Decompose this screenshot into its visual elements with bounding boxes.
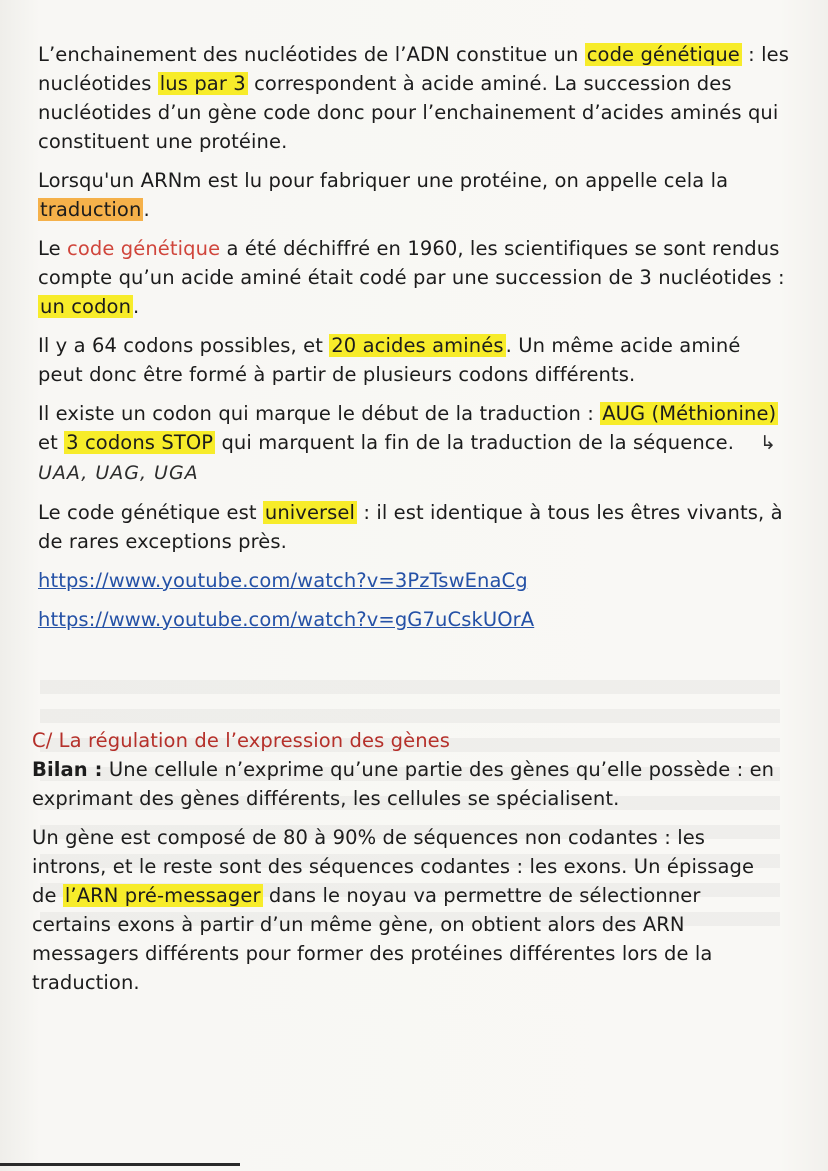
section-title: C/ La régulation de l’expression des gènes — [32, 729, 451, 752]
text: : les nucléotides — [38, 43, 790, 95]
paragraph-64-codons — [38, 331, 790, 389]
text: Il y a 64 codons possibles, et — [38, 334, 330, 357]
paragraph-codon — [38, 234, 790, 321]
text: Lorsqu'un ARNm est lu pour fabriquer une protéine, on appelle cela la — [38, 169, 729, 192]
text: qui marquent la fin de la traduction de la séquence. — [215, 431, 735, 454]
highlight-code-genetique: code génétique — [586, 43, 740, 66]
text: Un gène est composé de 80 à 90% de séquences non codantes : les introns, et le reste sont des séquences codantes : les exons. Un épissage de — [32, 826, 755, 907]
highlight-lus-par-3: lus par 3 — [159, 72, 246, 95]
text: . — [143, 198, 150, 221]
youtube-link-1[interactable]: https://www.youtube.com/watch?v=3PzTswEnaCg — [38, 569, 528, 592]
text: Le — [38, 237, 68, 260]
bilan-label: Bilan : — [32, 758, 103, 781]
text: : il est identique à tous les êtres vivants, à de rares exceptions près. — [38, 501, 783, 553]
paragraph-introns-exons — [32, 823, 784, 997]
text: Il existe un codon qui marque le début de la traduction : — [38, 402, 601, 425]
highlight-aug: AUG (Méthionine) — [602, 402, 777, 425]
paragraph-bilan — [32, 755, 784, 813]
paragraph-start-stop — [38, 399, 790, 488]
text: Une cellule n’exprime qu’une partie des gènes qu’elle possède : en exprimant des gènes différents, les cellules se spécialisent. — [32, 758, 775, 810]
red-code-genetique: code génétique — [67, 237, 221, 260]
highlight-20-acides-amines: 20 acides aminés — [331, 334, 504, 357]
text: dans le noyau va permettre de sélectionner certains exons à partir d’un même gène, on obtient alors des ARN messagers différents pour former des protéines différentes lors de la traduction. — [32, 884, 713, 994]
handwritten-stop-codons: ↳ UAA, UAG, UGA — [38, 432, 777, 484]
youtube-link-2[interactable]: https://www.youtube.com/watch?v=gG7uCskUOrA — [38, 608, 535, 631]
scan-edge-line — [0, 1163, 240, 1166]
paragraph-universal — [38, 498, 790, 556]
document-body — [32, 40, 790, 1007]
text: Le code génétique est — [38, 501, 263, 524]
text: L’enchainement des nucléotides de l’ADN constitue un — [38, 43, 585, 66]
text: . — [133, 295, 140, 318]
text: . Un même acide aminé peut donc être formé à partir de plusieurs codons différents. — [38, 334, 741, 386]
text: et — [38, 431, 65, 454]
highlight-arn-pre-messager: l’ARN pré-messager — [64, 884, 261, 907]
highlight-universel: universel — [264, 501, 356, 524]
highlight-3-codons-stop: 3 codons STOP — [66, 431, 214, 454]
text: a été déchiffré en 1960, les scientifiques se sont rendus compte qu’un acide aminé était codé par une succession de 3 nucléotides : — [38, 237, 785, 289]
highlight-un-codon: un codon — [40, 295, 132, 318]
highlight-traduction: traduction — [40, 198, 142, 221]
paragraph-genetic-code — [38, 40, 790, 156]
text: correspondent à acide aminé. La succession des nucléotides d’un gène code donc pour l’enchainement d’acides aminés qui constituent une protéine. — [38, 72, 779, 153]
paragraph-translation — [38, 166, 790, 224]
